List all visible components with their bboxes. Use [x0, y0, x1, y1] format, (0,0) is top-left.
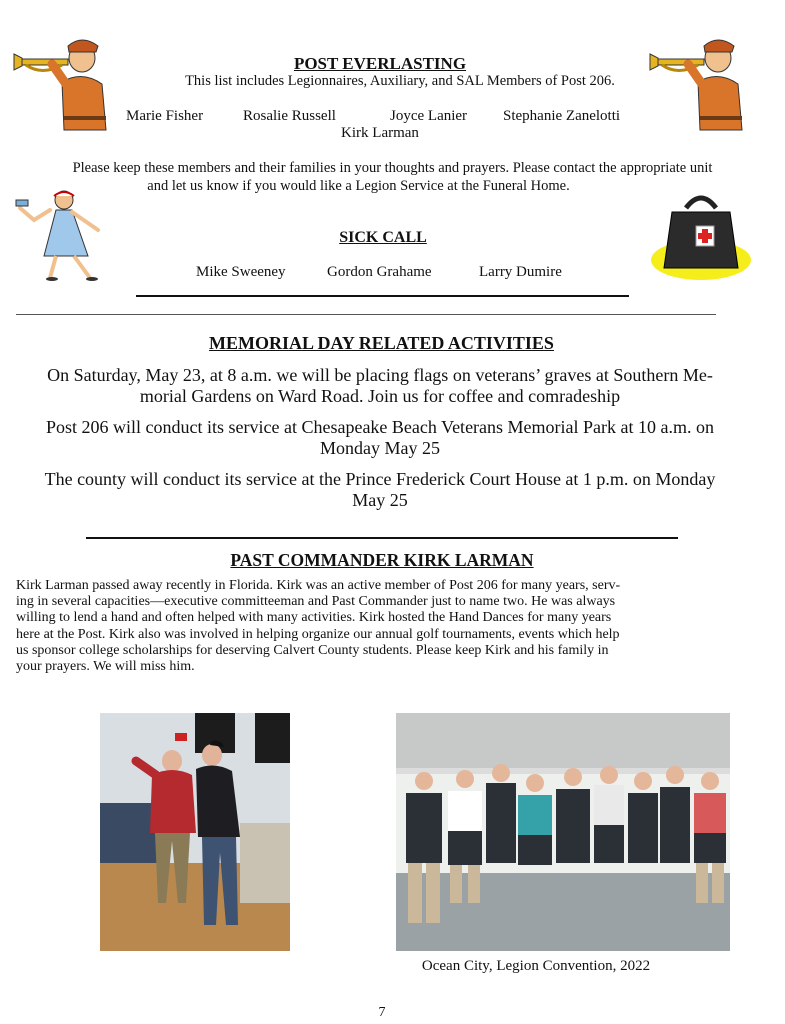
post-everlasting-subtitle: This list includes Legionnaires, Auxiliary, and SAL Members of Post 206.	[185, 73, 615, 89]
divider-thin	[16, 314, 716, 315]
post-everlasting-note: Please keep these members and their families in your thoughts and prayers. Please contact the appropriate unit	[72, 160, 713, 176]
sick-call-name: Gordon Grahame	[327, 264, 432, 280]
member-name: Rosalie Russell	[243, 108, 336, 124]
member-name: Kirk Larman	[341, 125, 419, 141]
sick-call-name: Larry Dumire	[479, 264, 562, 280]
post-everlasting-title: POST EVERLASTING	[293, 54, 467, 73]
bugler-left-illustration	[12, 32, 112, 132]
memorial-paragraph: Post 206 will conduct its service at Chesapeake Beach Veterans Memorial Park at 10 a.m. on	[46, 417, 714, 437]
text-line: here at the Post. Kirk also was involved in helping organize our annual golf tournaments, events which help	[16, 626, 620, 642]
photo-ocean-city-group	[396, 713, 730, 951]
photo-kirk-larman	[100, 713, 290, 951]
page-number: 7	[378, 1005, 386, 1020]
photo-caption: Ocean City, Legion Convention, 2022	[421, 958, 651, 974]
member-name: Marie Fisher	[126, 108, 204, 124]
text-line: Kirk Larman passed away recently in Florida. Kirk was an active member of Post 206 for many years, serv-	[16, 578, 621, 593]
past-commander-text	[16, 578, 776, 675]
sick-call-title: SICK CALL	[339, 229, 427, 246]
member-name: Joyce Lanier	[390, 108, 468, 124]
sick-call-name: Mike Sweeney	[196, 264, 286, 280]
memorial-paragraph: On Saturday, May 23, at 8 a.m. we will be placing flags on veterans’ graves at Southern Me-	[47, 365, 713, 385]
memorial-paragraph: The county will conduct its service at the Prince Frederick Court House at 1 p.m. on Monday	[44, 469, 716, 489]
past-commander-title: PAST COMMANDER KIRK LARMAN	[230, 550, 534, 570]
text-line: willing to lend a hand and often helped with many activities. Kirk hosted the Hand Dances for many years	[16, 610, 612, 626]
medical-bag-illustration	[650, 188, 752, 284]
nurse-illustration	[14, 190, 114, 282]
text-line: your prayers. We will miss him.	[16, 659, 195, 675]
text-line: us sponsor college scholarships for deserving Calvert County students. Please keep Kirk and his family in	[16, 642, 609, 658]
memorial-paragraph: morial Gardens on Ward Road. Join us for coffee and comradeship	[139, 386, 621, 406]
member-name: Stephanie Zanelotti	[503, 108, 621, 124]
divider-thick	[136, 295, 629, 297]
memorial-paragraph: Monday May 25	[320, 438, 440, 458]
memorial-title: MEMORIAL DAY RELATED ACTIVITIES	[209, 333, 554, 353]
text-line: ing in several capacities—executive committeeman and Past Commander just to name two. He was always	[16, 594, 616, 610]
post-everlasting-note: and let us know if you would like a Legion Service at the Funeral Home.	[147, 178, 570, 194]
memorial-paragraph: May 25	[352, 490, 408, 510]
divider-thick	[86, 537, 678, 539]
